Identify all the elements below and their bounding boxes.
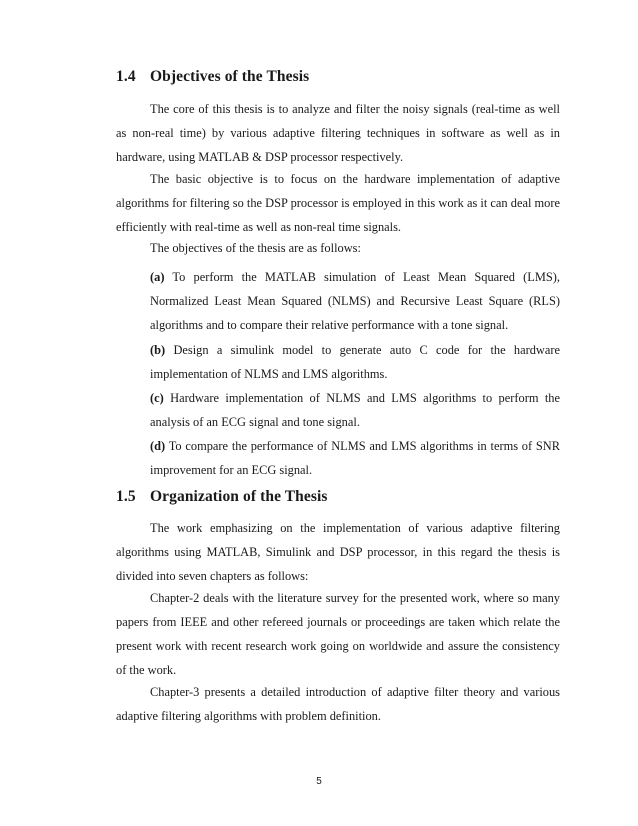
item-label: (b) (150, 343, 166, 357)
page-number: 5 (316, 776, 322, 787)
section-title: Objectives of the Thesis (150, 68, 310, 85)
paragraph-basic-objective: The basic objective is to focus on the hardware implementation of adaptive algorithms for filtering so the DSP processor is employed in this work as it can deal more efficiently with real-time as well as non-real time signals. (116, 172, 560, 234)
paragraph-work-emphasizing: The work emphasizing on the implementation of various adaptive filtering algorithms using MATLAB, Simulink and DSP processor, in this regard the thesis is divided into seven chapters as follows: (116, 521, 560, 583)
paragraph-chapter-2: Chapter-2 deals with the literature survey for the presented work, where so many papers from IEEE and other refereed journals or proceedings are taken which relate the present work with recent research work going on worldwide and assure the consistency of the work. (116, 591, 560, 677)
section-number: 1.4 (116, 68, 136, 85)
section-number: 1.5 (116, 488, 136, 505)
section-title: Organization of the Thesis (150, 488, 328, 505)
section-heading-1-4 (116, 68, 309, 86)
item-label: (a) (150, 270, 165, 284)
paragraph-chapter-3: Chapter-3 presents a detailed introduction of adaptive filter theory and various adaptive filtering algorithms with problem definition. (116, 685, 560, 723)
paragraph-objectives-intro: The objectives of the thesis are as follows: (150, 241, 361, 255)
objective-item-b: (b) Design a simulink model to generate auto C code for the hardware implementation of NLMS and LMS algorithms. (150, 343, 560, 381)
paragraph-core: The core of this thesis is to analyze and filter the noisy signals (real-time as well as non-real time) by various adaptive filtering techniques in software as well as in hardware, using MATLAB & DSP processor respectively. (116, 102, 560, 164)
section-heading-1-5 (116, 488, 328, 506)
item-label: (d) (150, 439, 166, 453)
objective-item-c: (c) Hardware implementation of NLMS and LMS algorithms to perform the analysis of an ECG signal and tone signal. (150, 391, 560, 429)
objective-item-d: (d) To compare the performance of NLMS and LMS algorithms in terms of SNR improvement for an ECG signal. (150, 439, 561, 477)
item-label: (c) (150, 391, 164, 405)
objective-item-a: (a) To perform the MATLAB simulation of Least Mean Squared (LMS), Normalized Least Mean Squared (NLMS) and Recursive Least Square (RLS) algorithms and to compare their relative performance with a tone signal. (150, 270, 561, 332)
